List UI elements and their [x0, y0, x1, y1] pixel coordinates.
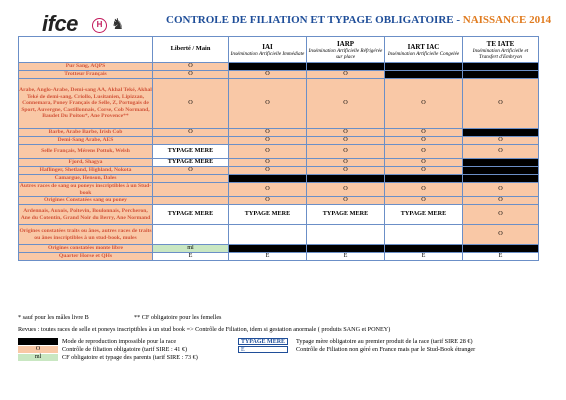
cell-iart-iac	[385, 145, 463, 159]
horse-head-icon: ♞	[111, 17, 125, 33]
cell-value: TYPAGE MERE	[400, 210, 447, 218]
cell-main	[153, 253, 229, 261]
filiation-table	[18, 36, 539, 261]
cell-value: O	[265, 128, 270, 136]
cell-te-iate	[463, 129, 539, 137]
race-label: Pur Sang, AQPS	[19, 63, 153, 71]
cell-value: O	[343, 158, 348, 166]
cell-value: O	[421, 158, 426, 166]
cell-iarp	[307, 197, 385, 205]
cell-value: O	[498, 210, 503, 218]
cell-iart-iac	[385, 159, 463, 167]
cell-iai	[229, 71, 307, 79]
race-label: Ardennais, Auxois, Poitevin, Boulonnais, Percheron, Ane du Cotentin, Grand Noir du Berry, Ane Normand	[19, 205, 153, 225]
cell-value: O	[421, 147, 426, 155]
cell-main	[153, 145, 229, 159]
table-row	[19, 129, 539, 137]
cell-value: O	[343, 99, 348, 107]
header-main: Liberté / Main	[153, 37, 229, 63]
logo-brand: ifce	[42, 11, 78, 36]
race-label: Barbe, Arabe Barbe, Irish Cob	[19, 129, 153, 137]
cell-value: O	[188, 62, 193, 70]
cell-iarp	[307, 253, 385, 261]
cell-value: O	[265, 147, 270, 155]
table-row	[19, 225, 539, 245]
cell-value: O	[188, 99, 193, 107]
cell-value: O	[421, 136, 426, 144]
cell-value: TYPAGE MERE	[167, 158, 214, 166]
cell-te-iate	[463, 197, 539, 205]
cell-iai	[229, 137, 307, 145]
cell-iarp	[307, 71, 385, 79]
cell-value: O	[265, 136, 270, 144]
cell-te-iate	[463, 205, 539, 225]
cell-value: O	[498, 136, 503, 144]
race-label: Quarter Horse et QHs	[19, 253, 153, 261]
table-row	[19, 167, 539, 175]
cell-value: O	[421, 99, 426, 107]
legend-o-text: Contrôle de filiation obligatoire (tarif SIRE : 41 €)	[62, 346, 188, 353]
haras-seal-icon: H	[92, 18, 107, 33]
race-label: Camargue, Henson, Dales	[19, 175, 153, 183]
legend-e-text: Contrôle de Filiation non géré en France mais par le Stud-Book étranger	[296, 346, 476, 353]
cell-iart-iac	[385, 167, 463, 175]
table-row	[19, 145, 539, 159]
legend-tm-swatch: TYPAGE MERE	[238, 338, 288, 345]
cell-iart-iac	[385, 183, 463, 197]
cell-iart-iac	[385, 79, 463, 129]
cell-value: TYPAGE MERE	[322, 210, 369, 218]
race-label: Origines Constatées sang ou poney	[19, 197, 153, 205]
legend-tm-text: Typage mère obligatoire au premier produit de la race (tarif SIRE 28 €)	[296, 338, 473, 345]
cell-main	[153, 225, 229, 245]
cell-value: O	[498, 185, 503, 193]
cell-value: O	[498, 147, 503, 155]
cell-iai	[229, 63, 307, 71]
table-row	[19, 183, 539, 197]
race-label: Arabe, Anglo-Arabe, Demi-sang AA, Akhal Teké, Akhal Teké de demi-sang, Criollo, Lusitanien, Lipizzan, Connemara, Poney Français de Selle, Z, Portugais de Sport, Auvergne, Castillonnais, Corse, Cob Normand, Baudet Du Poitou*, Ane Provence**	[19, 79, 153, 129]
cell-value: O	[265, 99, 270, 107]
cell-iai	[229, 129, 307, 137]
cell-te-iate	[463, 137, 539, 145]
race-label: Autres races de sang ou poneys inscriptibles à un Stud-book	[19, 183, 152, 196]
cell-value: O	[343, 147, 348, 155]
table-row	[19, 137, 539, 145]
cell-value: O	[498, 99, 503, 107]
cell-value: E	[188, 252, 193, 260]
header-iart-iac: IART IAC Insémination Artificielle Congelée	[385, 37, 463, 63]
legend-e-swatch: E	[238, 346, 288, 353]
cell-iart-iac	[385, 245, 463, 253]
header-iai: IAI Insémination Artificielle Immédiate	[229, 37, 307, 63]
cell-value: TYPAGE MERE	[167, 147, 214, 155]
cell-te-iate	[463, 159, 539, 167]
race-label: Haflinger, Shetland, Highland, Nokota	[19, 167, 153, 175]
cell-iart-iac	[385, 197, 463, 205]
cell-value: ml	[187, 244, 194, 252]
cell-iai	[229, 245, 307, 253]
cell-te-iate	[463, 145, 539, 159]
legend-black-swatch	[18, 338, 58, 345]
table-row	[19, 205, 539, 225]
cell-iarp	[307, 63, 385, 71]
cell-value: O	[421, 185, 426, 193]
cell-iart-iac	[385, 225, 463, 245]
race-label: Trotteur Français	[19, 71, 153, 79]
cell-value: E	[498, 252, 503, 260]
title-year: NAISSANCE 2014	[462, 14, 552, 26]
table-row	[19, 71, 539, 79]
cell-main	[153, 197, 229, 205]
header-iarp: IARP Insémination Artificielle Réfrigérée sur place	[307, 37, 385, 63]
race-label: Fjord, Shagya	[19, 159, 153, 167]
cell-iarp	[307, 167, 385, 175]
race-label: Demi-Sang Arabe, AES	[19, 137, 153, 145]
cell-value: O	[343, 70, 348, 78]
race-label: Origines constatées monte libre	[19, 245, 153, 253]
cell-value: TYPAGE MERE	[244, 210, 291, 218]
cell-te-iate	[463, 175, 539, 183]
footnote-2: ** CF obligatoire pour les femelles	[134, 314, 222, 321]
cell-iarp	[307, 129, 385, 137]
cell-value: O	[265, 166, 270, 174]
cell-iai	[229, 175, 307, 183]
cell-iarp	[307, 225, 385, 245]
cell-iarp	[307, 205, 385, 225]
table-row	[19, 245, 539, 253]
cell-iai	[229, 79, 307, 129]
legend-ml-text: CF obligatoire et typage des parents (tarif SIRE : 73 €)	[62, 354, 198, 361]
cell-iarp	[307, 145, 385, 159]
cell-value: O	[498, 196, 503, 204]
table-row	[19, 159, 539, 167]
table-row	[19, 175, 539, 183]
cell-te-iate	[463, 71, 539, 79]
cell-iarp	[307, 175, 385, 183]
cell-iarp	[307, 245, 385, 253]
cell-value: O	[343, 136, 348, 144]
cell-iai	[229, 225, 307, 245]
cell-value: O	[421, 166, 426, 174]
cell-iart-iac	[385, 129, 463, 137]
cell-iai	[229, 183, 307, 197]
cell-iai	[229, 159, 307, 167]
table-row	[19, 63, 539, 71]
cell-main	[153, 129, 229, 137]
cell-value: O	[188, 128, 193, 136]
cell-main	[153, 137, 229, 145]
legend-black-text: Mode de reproduction impossible pour la race	[62, 338, 177, 345]
cell-value: O	[343, 128, 348, 136]
cell-main	[153, 159, 229, 167]
cell-value: O	[188, 166, 193, 174]
cell-value: O	[498, 230, 503, 238]
cell-value: E	[343, 252, 348, 260]
cell-iart-iac	[385, 253, 463, 261]
cell-value: O	[343, 196, 348, 204]
cell-te-iate	[463, 225, 539, 245]
table-row	[19, 197, 539, 205]
page-title	[166, 14, 551, 26]
header-race	[19, 37, 153, 63]
cell-te-iate	[463, 183, 539, 197]
cell-main	[153, 79, 229, 129]
cell-value: O	[343, 185, 348, 193]
cell-value: O	[343, 166, 348, 174]
race-label: Origines constatées traits ou ânes, autres races de traits ou ânes inscriptibles à un stud-book, mules	[19, 225, 153, 245]
cell-value: E	[265, 252, 270, 260]
cell-iarp	[307, 137, 385, 145]
table-row	[19, 253, 539, 261]
cell-te-iate	[463, 63, 539, 71]
footnote-revues: Revues : toutes races de selle et poneys inscriptibles à un stud book => Contrôle de Filiation, idem si gestation anormale ( produits SANG et PONEY)	[18, 326, 391, 333]
cell-iart-iac	[385, 205, 463, 225]
cell-value: O	[265, 196, 270, 204]
cell-iai	[229, 167, 307, 175]
cell-iart-iac	[385, 71, 463, 79]
cell-iarp	[307, 79, 385, 129]
header-row	[19, 37, 539, 63]
cell-iai	[229, 145, 307, 159]
cell-te-iate	[463, 79, 539, 129]
title-main: CONTROLE DE FILIATION ET TYPAGE OBLIGATOIRE -	[166, 14, 463, 26]
cell-iart-iac	[385, 137, 463, 145]
cell-iarp	[307, 159, 385, 167]
table-row	[19, 79, 539, 129]
cell-iart-iac	[385, 175, 463, 183]
cell-iai	[229, 205, 307, 225]
cell-value: E	[421, 252, 426, 260]
cell-value: O	[265, 185, 270, 193]
legend-ml-swatch: ml	[18, 354, 58, 361]
cell-value: TYPAGE MERE	[167, 210, 214, 218]
cell-value: O	[265, 70, 270, 78]
legend-o-swatch: O	[18, 346, 58, 353]
cell-main	[153, 183, 229, 197]
cell-value: O	[421, 128, 426, 136]
header-te-iate: TE IATE Insémination Artificielle et Transfert d'Embryon	[463, 37, 539, 63]
cell-iai	[229, 253, 307, 261]
cell-te-iate	[463, 167, 539, 175]
cell-iarp	[307, 183, 385, 197]
cell-iai	[229, 197, 307, 205]
cell-main	[153, 167, 229, 175]
cell-value: O	[265, 158, 270, 166]
cell-te-iate	[463, 245, 539, 253]
cell-value: O	[188, 70, 193, 78]
cell-main	[153, 63, 229, 71]
footnote-1: * sauf pour les mâles livre B	[18, 314, 89, 321]
cell-main	[153, 71, 229, 79]
cell-te-iate	[463, 253, 539, 261]
race-label: Selle Français, Mérens Pottok, Welsh	[19, 145, 153, 159]
cell-main	[153, 245, 229, 253]
cell-main	[153, 175, 229, 183]
cell-iart-iac	[385, 63, 463, 71]
cell-value: O	[421, 196, 426, 204]
cell-main	[153, 205, 229, 225]
